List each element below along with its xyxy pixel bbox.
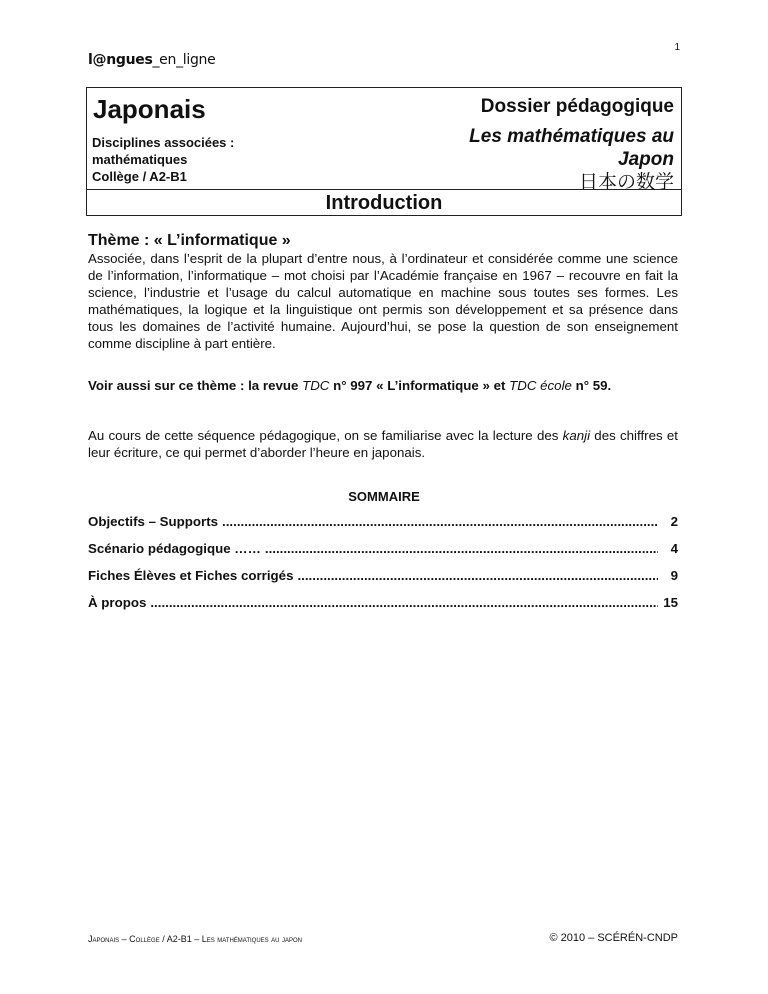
toc-item-label: Fiches Élèves et Fiches corrigés xyxy=(88,568,294,583)
toc-leader-dots xyxy=(265,541,658,556)
sequence-before: Au cours de cette séquence pédagogique, on se familiarise avec la lecture des xyxy=(88,428,563,443)
sequence-kanji-word: kanji xyxy=(562,428,591,443)
page-number: 1 xyxy=(674,42,680,53)
sommaire-heading: SOMMAIRE xyxy=(348,489,420,504)
toc-item-fiches[interactable] xyxy=(88,568,678,586)
logo-bold-text: l@ngues xyxy=(88,52,153,68)
disciplines-value: mathématiques xyxy=(92,152,188,167)
toc-item-label: À propos xyxy=(88,595,147,610)
see-also-prefix: Voir aussi sur ce thème : la revue xyxy=(88,378,303,393)
sequence-after: des chiffres et leur écriture, ce qui permet d’aborder l’heure en japonais. xyxy=(88,428,678,460)
footer-title: Japonais – Collège / A2-B1 – Les mathématiques au japon xyxy=(88,934,303,944)
dossier-heading: Dossier pédagogique xyxy=(480,96,674,117)
see-also-suffix: n° 59. xyxy=(571,378,612,393)
header-box xyxy=(86,87,682,193)
see-also-paragraph xyxy=(88,377,678,394)
site-logo xyxy=(88,52,215,68)
toc-item-page: 9 xyxy=(670,568,678,583)
sequence-paragraph xyxy=(88,427,678,461)
dossier-block xyxy=(434,94,674,194)
disciplines-block xyxy=(92,134,312,185)
see-also-tdc-ecole: TDC école xyxy=(509,378,572,393)
theme-heading: Thème : « L’informatique » xyxy=(88,232,291,249)
toc-item-page: 4 xyxy=(670,541,678,556)
logo-rest-text: _en_ligne xyxy=(152,52,216,68)
toc-leader-dots xyxy=(297,568,658,583)
footer-copyright: © 2010 – SCÉRÉN-CNDP xyxy=(549,932,678,944)
toc-item-page: 15 xyxy=(663,595,678,610)
language-title: Japonais xyxy=(93,94,206,124)
toc-item-label: Scénario pédagogique …… xyxy=(88,541,261,556)
kanji-title: 日本の数学 xyxy=(578,171,674,193)
toc-item-scenario[interactable] xyxy=(88,541,678,559)
toc-item-objectifs[interactable] xyxy=(88,514,678,532)
toc-item-page: 2 xyxy=(670,514,678,529)
toc-item-label: Objectifs – Supports xyxy=(88,514,219,529)
see-also-tdc: TDC xyxy=(302,378,330,393)
theme-paragraph: Associée, dans l’esprit de la plupart d’entre nous, à l’ordinateur et considérée comme une science de l’information, l’informatique – mot choisi par l’Académie française en 1967 – recouvre en fait la science, l’industrie et l’usage du calcul automatique en machine sous toutes ses formes. Les mathématiques, la logique et la linguistique ont permis son développement et sa présence dans tous les domaines de l’activité humaine. Aujourd’hui, se pose la question de son enseignement comme discipline à part entière. xyxy=(88,251,678,351)
level-label: Collège / A2-B1 xyxy=(92,169,187,184)
disciplines-label: Disciplines associées : xyxy=(92,135,235,150)
toc-item-apropos[interactable] xyxy=(88,595,678,613)
subject-title: Les mathématiques au Japon xyxy=(469,126,674,170)
section-title: Introduction xyxy=(86,189,682,216)
toc-leader-dots xyxy=(150,595,658,610)
see-also-middle: n° 997 « L’informatique » et xyxy=(329,378,510,393)
toc-leader-dots xyxy=(222,514,658,529)
